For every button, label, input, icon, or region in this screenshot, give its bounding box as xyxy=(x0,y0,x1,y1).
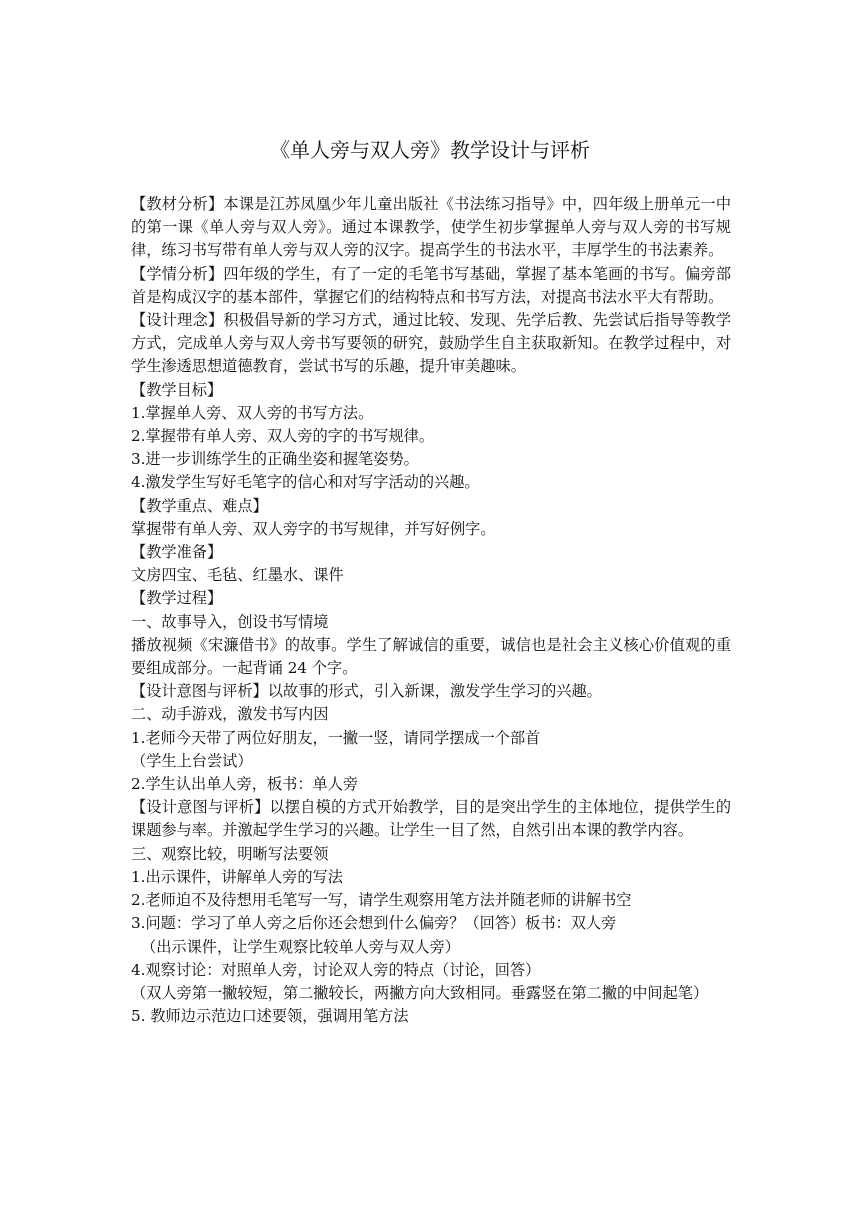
document-body xyxy=(131,193,731,1028)
paragraph-preparation: 文房四宝、毛毡、红墨水、课件 xyxy=(131,566,344,585)
paragraph-design-concept: 【设计理念】积极倡导新的学习方式，通过比较、发现、先学后教、先尝试后指导等教学方式，完成单人旁与双人旁书写要领的研究，鼓励学生自主获取新知。在教学过程中，对学生渗透思想道德教育，尝试书写的乐趣，提升审美趣味。 xyxy=(131,311,731,376)
paragraph-learner-analysis: 【学情分析】四年级的学生，有了一定的毛笔书写基础，掌握了基本笔画的书写。偏旁部首是构成汉字的基本部件，掌握它们的结构特点和书写方法，对提高书法水平大有帮助。 xyxy=(131,264,731,306)
step-item: 1.老师今天带了两位好朋友，一撇一竖，请同学摆成一个部首 xyxy=(131,728,541,747)
step-item: 4.观察讨论：对照单人旁，讨论双人旁的特点（讨论，回答） xyxy=(131,960,541,979)
step-note: （学生上台尝试） xyxy=(131,751,253,770)
goal-item: 1.掌握单人旁、双人旁的书写方法。 xyxy=(131,403,374,422)
step-item: 1.出示课件，讲解单人旁的写法 xyxy=(131,867,343,886)
heading-preparation: 【教学准备】 xyxy=(131,543,223,562)
paragraph-material-analysis: 【教材分析】本课是江苏凤凰少年儿童出版社《书法练习指导》中，四年级上册单元一中的第一课《单人旁与双人旁》。通过本课教学，使学生初步掌握单人旁与双人旁的书写规律，练习书写带有单人旁与双人旁的汉字。提高学生的书法水平，丰厚学生的书法素养。 xyxy=(131,195,731,260)
document-title: 《单人旁与双人旁》教学设计与评析 xyxy=(270,138,590,162)
heading-teaching-process: 【教学过程】 xyxy=(131,589,223,608)
step-note: （出示课件，让学生观察比较单人旁与双人旁） xyxy=(141,937,460,956)
section-heading-1: 一、故事导入，创设书写情境 xyxy=(131,612,329,631)
section-heading-3: 三、观察比较，明晰写法要领 xyxy=(131,844,329,863)
heading-key-points: 【教学重点、难点】 xyxy=(131,496,268,515)
paragraph-key-points: 掌握带有单人旁、双人旁字的书写规律，并写好例字。 xyxy=(131,519,496,538)
section-heading-2: 二、动手游戏，激发书写内因 xyxy=(131,705,329,724)
heading-teaching-goals: 【教学目标】 xyxy=(131,380,223,399)
goal-item: 3.进一步训练学生的正确坐姿和握笔姿势。 xyxy=(131,450,419,469)
step-note: （双人旁第一撇较短，第二撇较长，两撇方向大致相同。垂露竖在第二撇的中间起笔） xyxy=(131,983,709,1002)
paragraph-video-story: 播放视频《宋濂借书》的故事。学生了解诚信的重要，诚信也是社会主义核心价值观的重要组成部分。一起背诵 24 个字。 xyxy=(131,635,731,678)
step-item: 2.学生认出单人旁，板书：单人旁 xyxy=(131,775,359,794)
goal-item: 4.激发学生写好毛笔字的信心和对写字活动的兴趣。 xyxy=(131,473,480,492)
step-item: 3.问题：学习了单人旁之后你还会想到什么偏旁？（回答）板书：双人旁 xyxy=(131,914,617,933)
step-item: 2.老师迫不及待想用毛笔写一写，请学生观察用笔方法并随老师的讲解书空 xyxy=(131,891,632,910)
paragraph-design-intent-2: 【设计意图与评析】以摆自模的方式开始教学，目的是突出学生的主体地位，提供学生的课题参与率。并激起学生学习的兴趣。让学生一目了然，自然引出本课的教学内容。 xyxy=(131,798,731,840)
goal-item: 2.掌握带有单人旁、双人旁的字的书写规律。 xyxy=(131,427,435,446)
step-item: 5. 教师边示范边口述要领，强调用笔方法 xyxy=(131,1007,409,1026)
paragraph-design-intent-1: 【设计意图与评析】以故事的形式，引入新课，激发学生学习的兴趣。 xyxy=(131,682,602,701)
